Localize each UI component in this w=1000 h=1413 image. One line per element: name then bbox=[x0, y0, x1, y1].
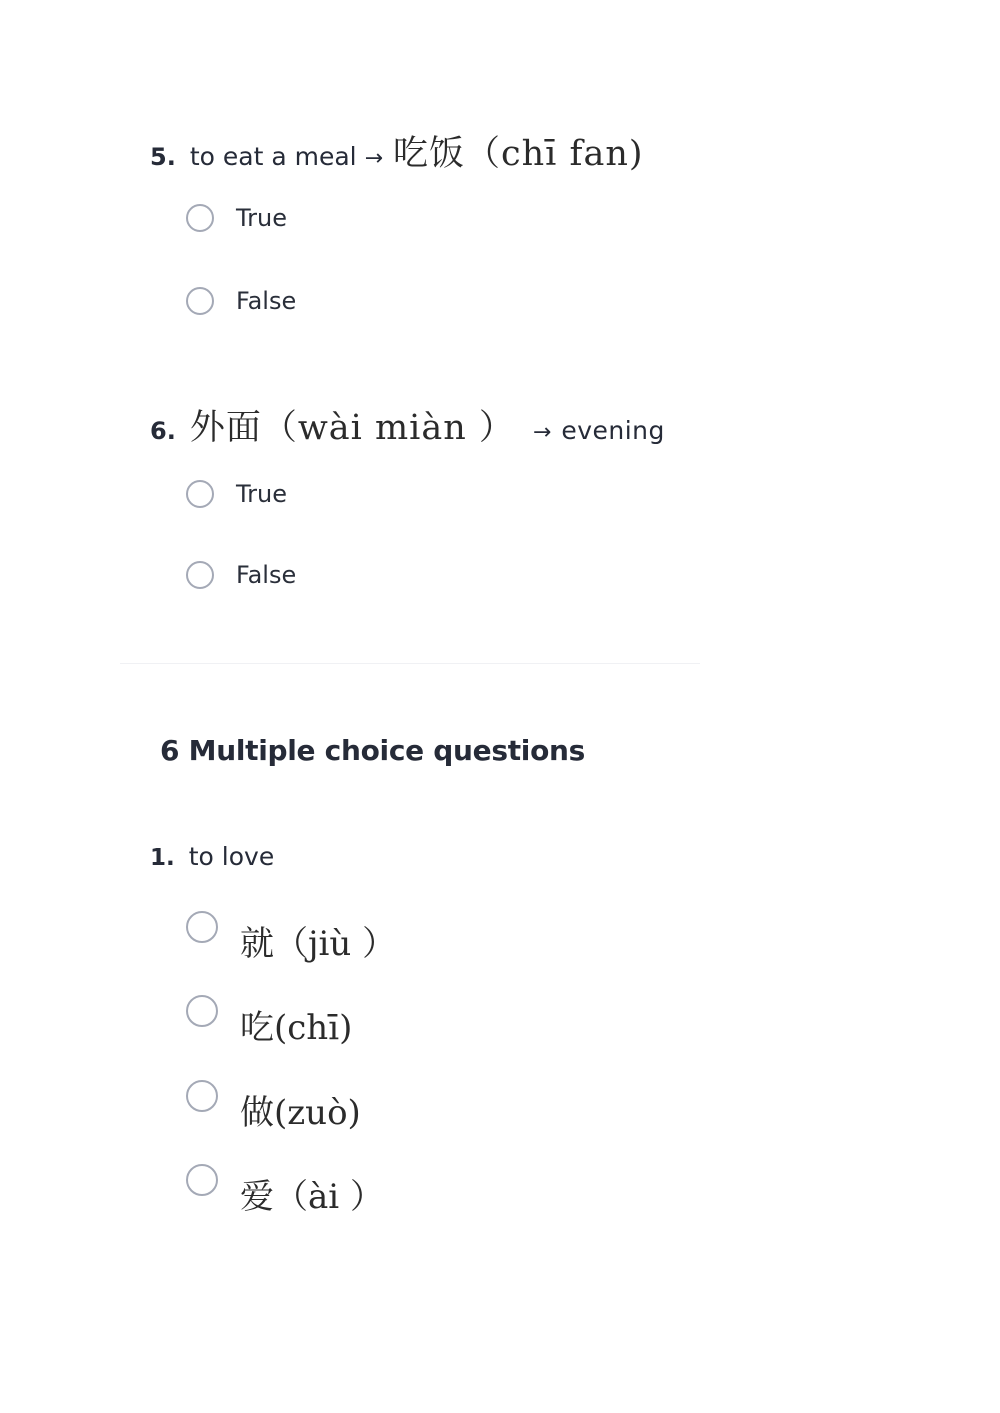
option-label: 吃(chī) bbox=[240, 1008, 353, 1048]
question-prompt: to eat a meal bbox=[189, 142, 357, 171]
mc1-option-3[interactable] bbox=[186, 1071, 361, 1133]
radio-button[interactable] bbox=[186, 204, 214, 232]
radio-button[interactable] bbox=[186, 561, 214, 589]
option-label: 爱（ài ） bbox=[240, 1177, 384, 1217]
radio-button[interactable] bbox=[186, 995, 218, 1027]
question-prompt: to love bbox=[188, 842, 275, 871]
mc-question-1-header bbox=[150, 842, 274, 871]
mc1-option-1[interactable] bbox=[186, 902, 397, 964]
arrow-right-icon: → bbox=[532, 420, 552, 445]
radio-button[interactable] bbox=[186, 480, 214, 508]
q6-option-true[interactable] bbox=[186, 480, 287, 508]
radio-button[interactable] bbox=[186, 1164, 218, 1196]
q5-option-true[interactable] bbox=[186, 204, 287, 232]
question-chinese: 吃饭（chī fan) bbox=[393, 134, 644, 174]
option-label: True bbox=[236, 204, 287, 232]
option-label: 就（jiù ） bbox=[240, 924, 397, 964]
question-number: 1. bbox=[150, 845, 175, 871]
section-title: 6 Multiple choice questions bbox=[160, 734, 586, 767]
option-label: False bbox=[236, 561, 297, 589]
question-number: 6. bbox=[150, 417, 176, 445]
radio-button[interactable] bbox=[186, 1080, 218, 1112]
arrow-right-icon: → bbox=[364, 146, 384, 171]
radio-button[interactable] bbox=[186, 911, 218, 943]
question-5-header bbox=[150, 126, 644, 176]
option-label: True bbox=[236, 480, 287, 508]
radio-button[interactable] bbox=[186, 287, 214, 315]
mc1-option-4[interactable] bbox=[186, 1155, 384, 1217]
question-number: 5. bbox=[150, 143, 176, 171]
question-meaning: evening bbox=[561, 416, 665, 445]
question-chinese: 外面（wài miàn ） bbox=[189, 408, 515, 448]
question-6-header bbox=[150, 400, 665, 450]
mc1-option-2[interactable] bbox=[186, 986, 353, 1048]
option-label: False bbox=[236, 287, 297, 315]
q6-option-false[interactable] bbox=[186, 561, 296, 589]
q5-option-false[interactable] bbox=[186, 287, 296, 315]
section-divider bbox=[120, 663, 700, 664]
option-label: 做(zuò) bbox=[240, 1093, 361, 1133]
